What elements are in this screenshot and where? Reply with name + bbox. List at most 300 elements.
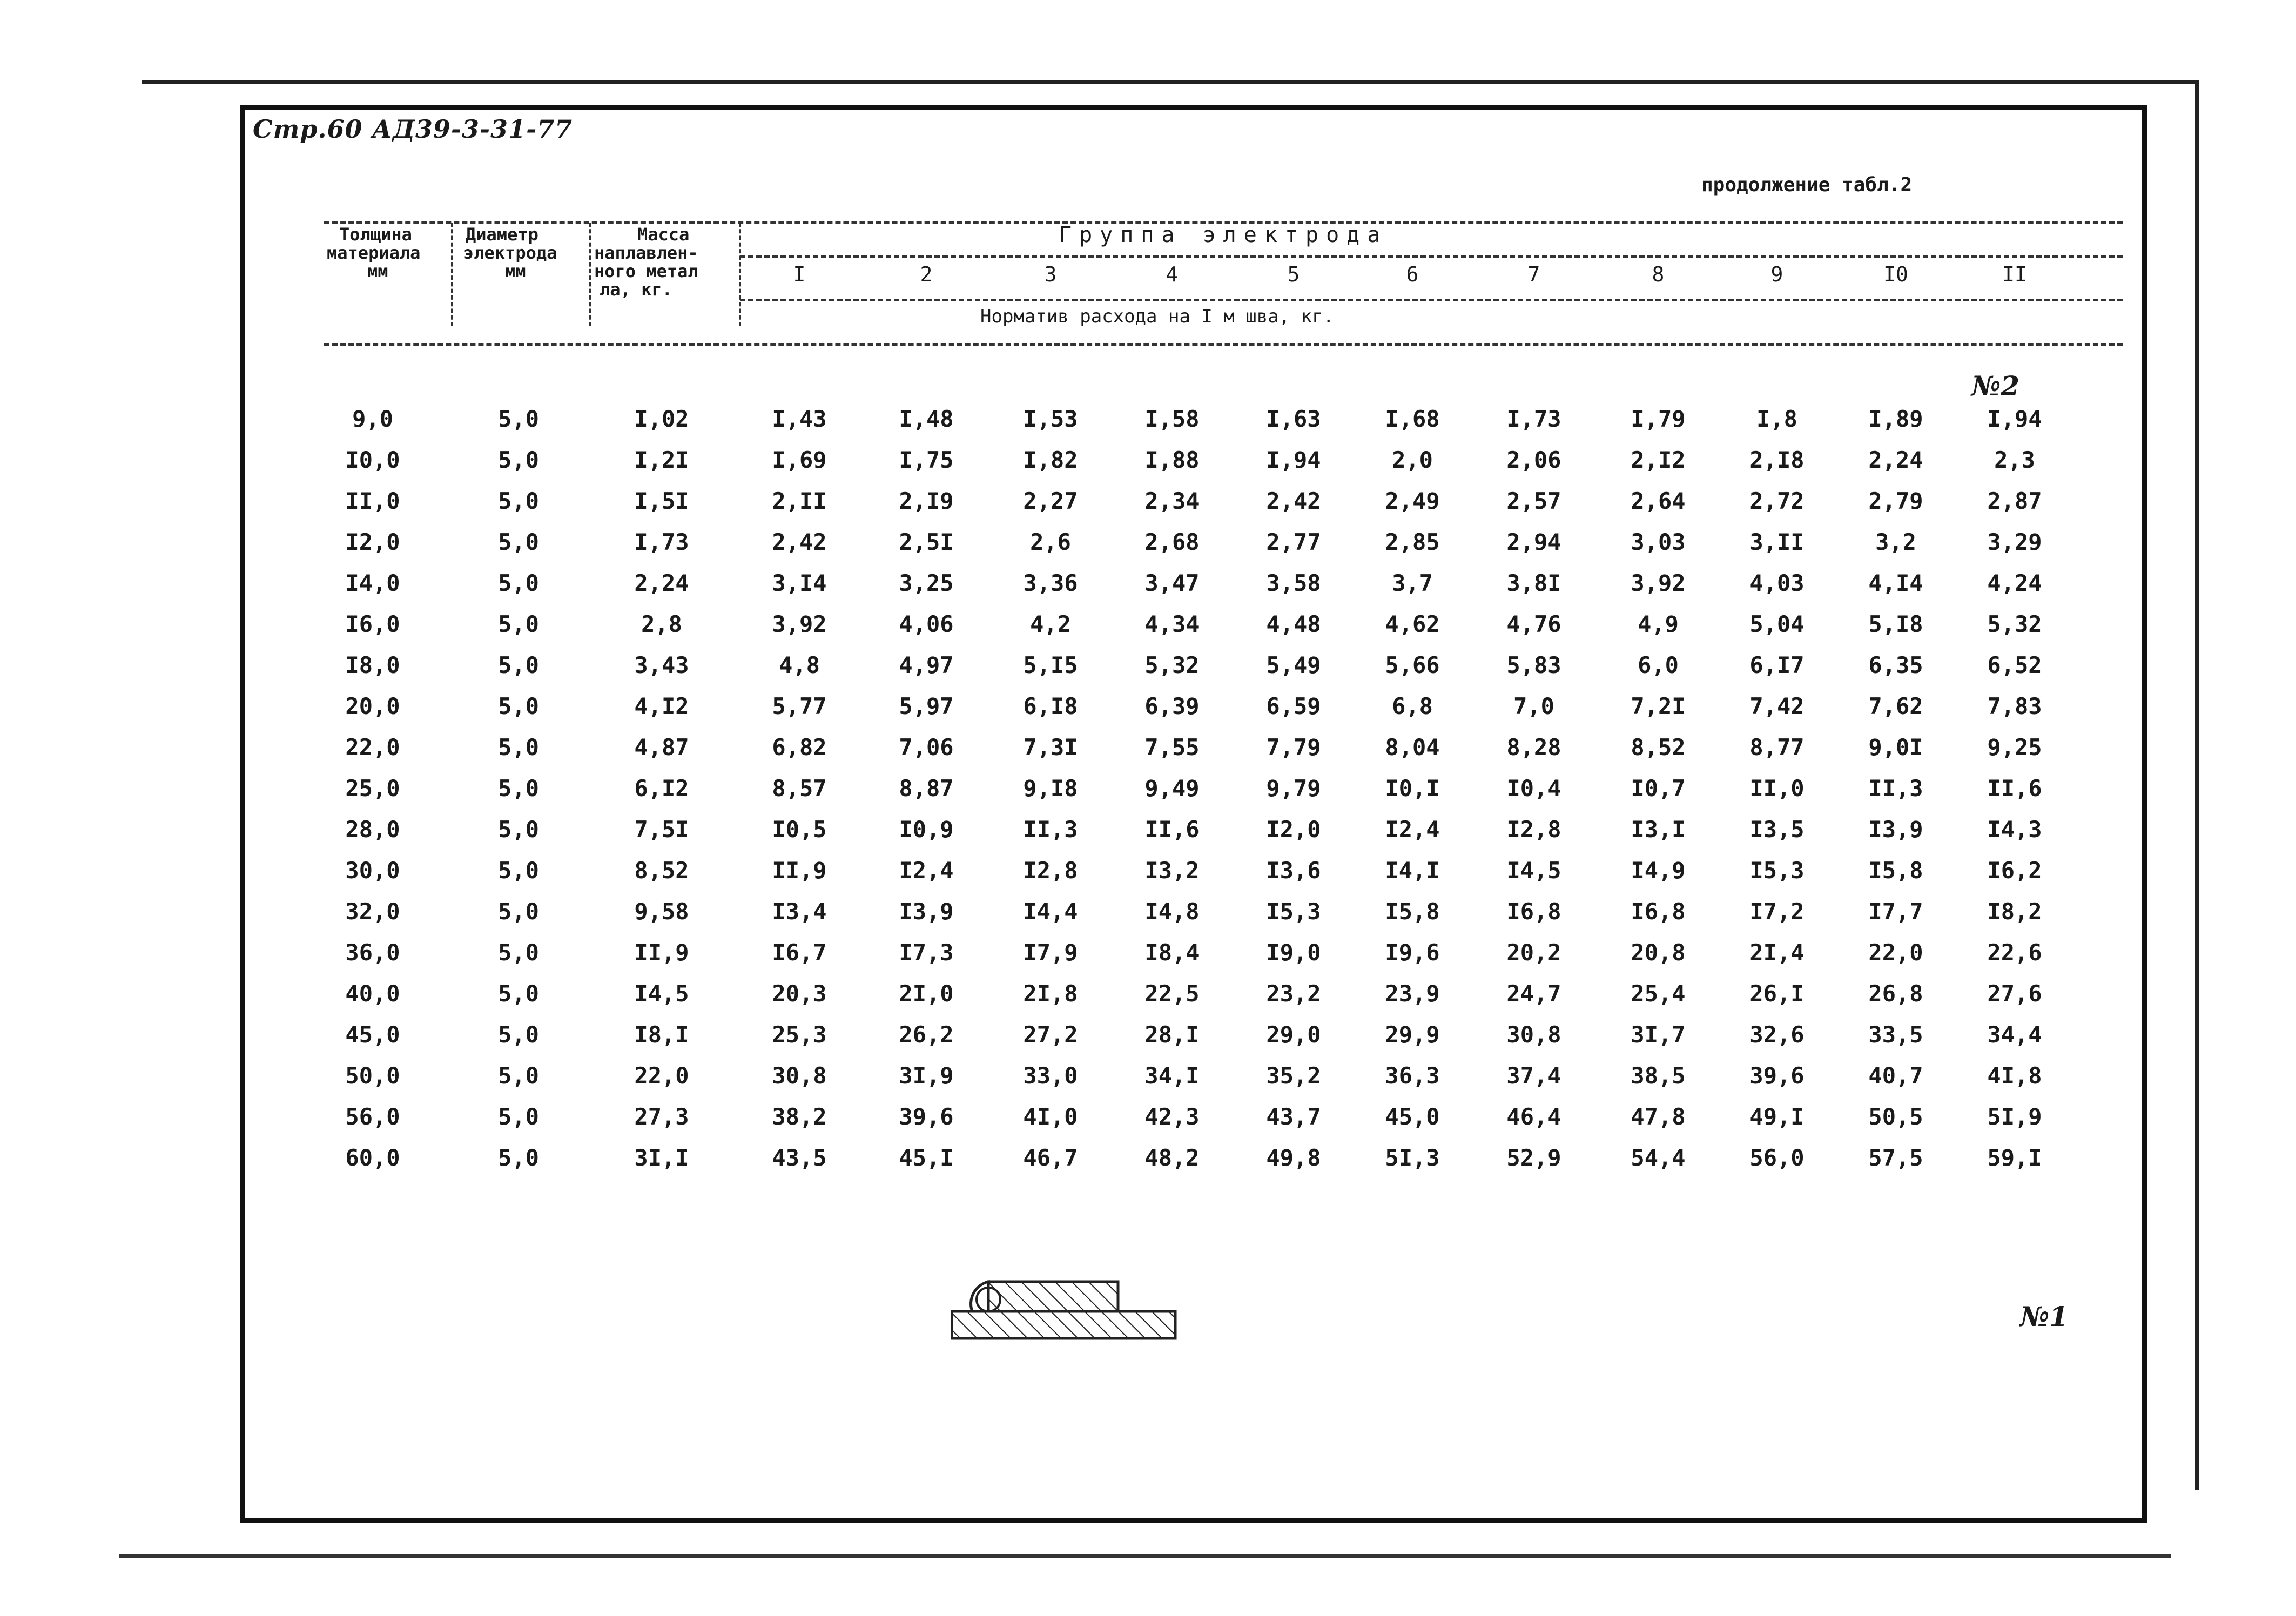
table-cell: I,89	[1868, 406, 1923, 432]
table-cell: 46,7	[1023, 1144, 1078, 1171]
table-cell: 5,77	[772, 693, 827, 719]
table-cell: 36,0	[345, 939, 400, 966]
table-cell: I,79	[1631, 406, 1686, 432]
table-cell: 5,66	[1385, 652, 1440, 678]
table-cell: 27,6	[1987, 980, 2042, 1007]
table-cell: 2,6	[1030, 529, 1071, 555]
table-cell: I,58	[1144, 406, 1200, 432]
table-cell: 5,0	[498, 734, 539, 760]
table-cell: 2,42	[1266, 488, 1321, 514]
mark-bottom-right: №1	[2020, 1301, 2069, 1332]
table-cell: 5,0	[498, 693, 539, 719]
table-cell: 2,8	[641, 611, 682, 637]
table-cell: 7,83	[1987, 693, 2042, 719]
page-stamp: Стр.60 АД39-3-31-77	[253, 115, 573, 144]
group-number: 3	[1044, 262, 1057, 286]
table-cell: 6,I8	[1023, 693, 1078, 719]
table-cell: I,94	[1987, 406, 2042, 432]
table-cell: 7,3I	[1023, 734, 1078, 760]
table-cell: I5,3	[1266, 898, 1321, 925]
table-cell: I3,I	[1631, 816, 1686, 843]
table-cell: 2,24	[1868, 447, 1923, 473]
table-cell: 2,87	[1987, 488, 2042, 514]
table-cell: I0,5	[772, 816, 827, 843]
table-cell: 9,79	[1266, 775, 1321, 802]
table-cell: 2I,0	[899, 980, 954, 1007]
table-cell: 40,7	[1868, 1062, 1923, 1089]
table-cell: 56,0	[1749, 1144, 1805, 1171]
table-cell: 3I,I	[634, 1144, 689, 1171]
table-cell: 3,II	[1749, 529, 1805, 555]
table-cell: 46,4	[1506, 1103, 1561, 1130]
table-cell: I4,0	[345, 570, 400, 596]
table-cell: I3,9	[899, 898, 954, 925]
table-cell: 30,0	[345, 857, 400, 884]
table-cell: 49,I	[1749, 1103, 1805, 1130]
table-cell: 8,04	[1385, 734, 1440, 760]
table-cell: 8,77	[1749, 734, 1805, 760]
table-cell: I7,9	[1023, 939, 1078, 966]
table-cell: 6,I2	[634, 775, 689, 802]
table-cell: 35,2	[1266, 1062, 1321, 1089]
table-cell: I0,0	[345, 447, 400, 473]
table-cell: I,63	[1266, 406, 1321, 432]
table-cell: 20,2	[1506, 939, 1561, 966]
table-cell: I,94	[1266, 447, 1321, 473]
table-cell: 3,58	[1266, 570, 1321, 596]
table-cell: 5,83	[1506, 652, 1561, 678]
table-cell: 2,34	[1144, 488, 1200, 514]
table-cell: 3,92	[1631, 570, 1686, 596]
table-cell: 2,3	[1994, 447, 2035, 473]
table-cell: 5,04	[1749, 611, 1805, 637]
table-cell: 50,0	[345, 1062, 400, 1089]
table-cell: I2,4	[1385, 816, 1440, 843]
table-cell: I,73	[1506, 406, 1561, 432]
table-cell: I6,2	[1987, 857, 2042, 884]
group-number: 8	[1652, 262, 1665, 286]
table-cell: 22,0	[1868, 939, 1923, 966]
table-cell: 5,0	[498, 447, 539, 473]
table-cell: I,73	[634, 529, 689, 555]
table-cell: I9,0	[1266, 939, 1321, 966]
table-cell: I,8	[1756, 406, 1797, 432]
table-cell: 47,8	[1631, 1103, 1686, 1130]
table-cell: 9,25	[1987, 734, 2042, 760]
header-diameter-1: Диаметр	[466, 224, 538, 245]
table-cell: 37,4	[1506, 1062, 1561, 1089]
table-cell: 30,8	[772, 1062, 827, 1089]
table-cell: I4,I	[1385, 857, 1440, 884]
table-cell: I3,5	[1749, 816, 1805, 843]
table-cell: I6,8	[1506, 898, 1561, 925]
header-mass-2: наплавлен-	[594, 243, 698, 263]
mark-top-right: №2	[1971, 370, 2020, 402]
table-cell: I5,3	[1749, 857, 1805, 884]
table-cell: 5,0	[498, 652, 539, 678]
table-cell: 2,II	[772, 488, 827, 514]
table-cell: 3I,7	[1631, 1021, 1686, 1048]
table-cell: 39,6	[1749, 1062, 1805, 1089]
table-cell: 5,49	[1266, 652, 1321, 678]
table-cell: 3,03	[1631, 529, 1686, 555]
table-cell: 6,59	[1266, 693, 1321, 719]
table-cell: I,43	[772, 406, 827, 432]
table-cell: 5,I5	[1023, 652, 1078, 678]
header-rule-bottom	[324, 343, 2123, 346]
table-cell: I8,4	[1144, 939, 1200, 966]
table-cell: 45,0	[1385, 1103, 1440, 1130]
table-cell: 2,94	[1506, 529, 1561, 555]
table-cell: 7,62	[1868, 693, 1923, 719]
table-cell: I3,6	[1266, 857, 1321, 884]
table-cell: 2,42	[772, 529, 827, 555]
weld-base-plate	[952, 1311, 1175, 1338]
table-cell: 6,0	[1638, 652, 1679, 678]
table-cell: 40,0	[345, 980, 400, 1007]
table-cell: 23,2	[1266, 980, 1321, 1007]
table-cell: 4I,0	[1023, 1103, 1078, 1130]
table-cell: 38,2	[772, 1103, 827, 1130]
table-cell: I0,4	[1506, 775, 1561, 802]
table-cell: 2,24	[634, 570, 689, 596]
table-cell: I2,4	[899, 857, 954, 884]
table-cell: I7,3	[899, 939, 954, 966]
table-cell: 5,0	[498, 529, 539, 555]
table-cell: 2,68	[1144, 529, 1200, 555]
table-cell: 50,5	[1868, 1103, 1923, 1130]
table-cell: 56,0	[345, 1103, 400, 1130]
table-cell: 3,43	[634, 652, 689, 678]
table-cell: I2,8	[1023, 857, 1078, 884]
table-cell: 4,2	[1030, 611, 1071, 637]
table-cell: I,02	[634, 406, 689, 432]
table-cell: 5,0	[498, 980, 539, 1007]
table-cell: 5,0	[498, 1103, 539, 1130]
table-cell: I7,2	[1749, 898, 1805, 925]
table-cell: 4,34	[1144, 611, 1200, 637]
table-cell: 49,8	[1266, 1144, 1321, 1171]
table-cell: 4,48	[1266, 611, 1321, 637]
table-cell: 7,2I	[1631, 693, 1686, 719]
table-cell: 22,5	[1144, 980, 1200, 1007]
table-cell: 26,I	[1749, 980, 1805, 1007]
table-cell: 3,2	[1875, 529, 1916, 555]
table-cell: 5,0	[498, 775, 539, 802]
table-cell: 5,0	[498, 816, 539, 843]
table-cell: 8,57	[772, 775, 827, 802]
table-cell: 2,85	[1385, 529, 1440, 555]
table-cell: 6,82	[772, 734, 827, 760]
table-cell: 27,3	[634, 1103, 689, 1130]
table-cell: II,0	[1749, 775, 1805, 802]
table-cell: 7,55	[1144, 734, 1200, 760]
table-cell: 6,I7	[1749, 652, 1805, 678]
table-cell: 43,7	[1266, 1103, 1321, 1130]
header-divider-2	[589, 223, 591, 326]
norm-label: Норматив расхода на I м шва, кг.	[980, 306, 1335, 327]
group-number: 6	[1406, 262, 1419, 286]
table-cell: 60,0	[345, 1144, 400, 1171]
table-cell: 3,92	[772, 611, 827, 637]
table-cell: 25,4	[1631, 980, 1686, 1007]
table-cell: 8,52	[634, 857, 689, 884]
table-cell: 9,I8	[1023, 775, 1078, 802]
table-cell: II,3	[1868, 775, 1923, 802]
group-number: 5	[1287, 262, 1300, 286]
table-cell: 34,I	[1144, 1062, 1200, 1089]
table-cell: 20,8	[1631, 939, 1686, 966]
table-cell: 4,03	[1749, 570, 1805, 596]
table-cell: 5,97	[899, 693, 954, 719]
group-number: I0	[1883, 262, 1908, 286]
table-cell: 4,8	[779, 652, 820, 678]
table-cell: 32,6	[1749, 1021, 1805, 1048]
table-cell: 5,0	[498, 1144, 539, 1171]
table-cell: I2,0	[345, 529, 400, 555]
table-cell: 2,5I	[899, 529, 954, 555]
table-cell: II,3	[1023, 816, 1078, 843]
table-cell: 4,I4	[1868, 570, 1923, 596]
header-rule-groups	[740, 255, 2123, 258]
table-cell: I8,I	[634, 1021, 689, 1048]
table-cell: 5,0	[498, 1062, 539, 1089]
table-cell: 5,0	[498, 611, 539, 637]
table-cell: 4,24	[1987, 570, 2042, 596]
table-cell: 29,9	[1385, 1021, 1440, 1048]
table-cell: 3,47	[1144, 570, 1200, 596]
header-mass-4: ла, кг.	[600, 279, 672, 300]
table-cell: I,2I	[634, 447, 689, 473]
group-number: 2	[920, 262, 933, 286]
header-thickness-3: мм	[367, 261, 388, 281]
table-cell: 5,32	[1987, 611, 2042, 637]
header-mass-1: Масса	[637, 224, 690, 245]
table-cell: 5,0	[498, 1021, 539, 1048]
table-cell: I3,2	[1144, 857, 1200, 884]
weld-joint-sketch	[951, 1279, 1177, 1344]
table-cell: 23,9	[1385, 980, 1440, 1007]
table-cell: I,82	[1023, 447, 1078, 473]
table-cell: 48,2	[1144, 1144, 1200, 1171]
table-cell: 2,06	[1506, 447, 1561, 473]
group-number: 9	[1770, 262, 1783, 286]
table-cell: I0,I	[1385, 775, 1440, 802]
table-cell: I,5I	[634, 488, 689, 514]
table-cell: I,68	[1385, 406, 1440, 432]
table-cell: 5,I8	[1868, 611, 1923, 637]
header-diameter-2: электрода	[463, 243, 557, 263]
table-cell: 4,I2	[634, 693, 689, 719]
table-cell: 45,0	[345, 1021, 400, 1048]
table-cell: 30,8	[1506, 1021, 1561, 1048]
table-cell: I5,8	[1385, 898, 1440, 925]
table-cell: 28,I	[1144, 1021, 1200, 1048]
table-cell: I3,4	[772, 898, 827, 925]
table-cell: I6,7	[772, 939, 827, 966]
table-cell: 4,87	[634, 734, 689, 760]
table-cell: 5,0	[498, 898, 539, 925]
group-number: II	[2002, 262, 2027, 286]
table-cell: 2,I8	[1749, 447, 1805, 473]
table-cell: I,69	[772, 447, 827, 473]
table-cell: I3,9	[1868, 816, 1923, 843]
table-cell: 4,9	[1638, 611, 1679, 637]
table-cell: II,0	[345, 488, 400, 514]
table-cell: 3I,9	[899, 1062, 954, 1089]
table-cell: 9,58	[634, 898, 689, 925]
table-cell: 25,0	[345, 775, 400, 802]
table-cell: 2,77	[1266, 529, 1321, 555]
table-cell: 5,0	[498, 939, 539, 966]
table-cell: 33,5	[1868, 1021, 1923, 1048]
table-cell: I4,5	[634, 980, 689, 1007]
table-cell: 5,0	[498, 488, 539, 514]
table-cell: 3,8I	[1506, 570, 1561, 596]
table-cell: I0,9	[899, 816, 954, 843]
table-cell: 8,87	[899, 775, 954, 802]
table-cell: 43,5	[772, 1144, 827, 1171]
table-cell: 54,4	[1631, 1144, 1686, 1171]
table-cell: 5,0	[498, 857, 539, 884]
table-cell: I7,7	[1868, 898, 1923, 925]
table-cell: 45,I	[899, 1144, 954, 1171]
table-cell: 34,4	[1987, 1021, 2042, 1048]
table-cell: 39,6	[899, 1103, 954, 1130]
table-cell: II,6	[1987, 775, 2042, 802]
table-cell: 4I,8	[1987, 1062, 2042, 1089]
table-cell: I6,8	[1631, 898, 1686, 925]
table-cell: I4,3	[1987, 816, 2042, 843]
table-cell: 2I,4	[1749, 939, 1805, 966]
table-cell: 3,36	[1023, 570, 1078, 596]
table-cell: 2,0	[1392, 447, 1433, 473]
table-cell: 25,3	[772, 1021, 827, 1048]
table-cell: 7,79	[1266, 734, 1321, 760]
table-cell: 2,27	[1023, 488, 1078, 514]
table-cell: 3,29	[1987, 529, 2042, 555]
table-cell: 42,3	[1144, 1103, 1200, 1130]
table-cell: II,6	[1144, 816, 1200, 843]
table-cell: II,9	[772, 857, 827, 884]
table-cell: 8,52	[1631, 734, 1686, 760]
table-cell: 22,0	[634, 1062, 689, 1089]
table-cell: 7,06	[899, 734, 954, 760]
table-cell: 2I,8	[1023, 980, 1078, 1007]
header-thickness-2: материала	[327, 243, 421, 263]
table-cell: 5I,3	[1385, 1144, 1440, 1171]
group-title: Группа электрода	[1059, 223, 1388, 247]
table-cell: 2,I2	[1631, 447, 1686, 473]
table-cell: 2,I9	[899, 488, 954, 514]
table-cell: I4,9	[1631, 857, 1686, 884]
table-cell: 7,5I	[634, 816, 689, 843]
table-cell: 27,2	[1023, 1021, 1078, 1048]
table-cell: I4,5	[1506, 857, 1561, 884]
table-cell: I8,0	[345, 652, 400, 678]
table-cell: I,48	[899, 406, 954, 432]
header-mass-3: ного метал	[594, 261, 698, 281]
table-cell: 9,0	[352, 406, 393, 432]
table-cell: II,9	[634, 939, 689, 966]
table-cell: 33,0	[1023, 1062, 1078, 1089]
header-rule-numbers	[740, 299, 2123, 301]
table-cell: 6,35	[1868, 652, 1923, 678]
table-cell: 5I,9	[1987, 1103, 2042, 1130]
table-cell: 6,52	[1987, 652, 2042, 678]
group-number: 7	[1527, 262, 1540, 286]
table-cell: I,53	[1023, 406, 1078, 432]
table-cell: 29,0	[1266, 1021, 1321, 1048]
table-cell: 3,7	[1392, 570, 1433, 596]
table-cell: I5,8	[1868, 857, 1923, 884]
header-thickness-1: Толщина	[339, 224, 412, 245]
table-cell: 32,0	[345, 898, 400, 925]
table-cell: 20,3	[772, 980, 827, 1007]
table-cell: 3,25	[899, 570, 954, 596]
table-cell: 2,64	[1631, 488, 1686, 514]
weld-top-plate	[988, 1282, 1118, 1311]
table-cell: 2,57	[1506, 488, 1561, 514]
table-cell: 20,0	[345, 693, 400, 719]
table-cell: 38,5	[1631, 1062, 1686, 1089]
continuation-label: продолжение табл.2	[1701, 174, 1913, 196]
table-cell: 22,6	[1987, 939, 2042, 966]
table-cell: 3,I4	[772, 570, 827, 596]
table-cell: I2,8	[1506, 816, 1561, 843]
table-cell: 24,7	[1506, 980, 1561, 1007]
table-cell: 52,9	[1506, 1144, 1561, 1171]
group-number: 4	[1166, 262, 1179, 286]
outer-frame-bottom	[119, 1554, 2171, 1558]
table-cell: I,75	[899, 447, 954, 473]
header-divider-3	[739, 223, 741, 326]
table-cell: 4,62	[1385, 611, 1440, 637]
table-cell: I4,8	[1144, 898, 1200, 925]
header-diameter-3: мм	[505, 261, 526, 281]
table-cell: 59,I	[1987, 1144, 2042, 1171]
table-cell: I9,6	[1385, 939, 1440, 966]
group-number: I	[793, 262, 806, 286]
table-cell: 26,8	[1868, 980, 1923, 1007]
table-cell: 2,72	[1749, 488, 1805, 514]
table-cell: 4,76	[1506, 611, 1561, 637]
table-cell: 57,5	[1868, 1144, 1923, 1171]
table-cell: I,88	[1144, 447, 1200, 473]
table-cell: I2,0	[1266, 816, 1321, 843]
table-cell: 8,28	[1506, 734, 1561, 760]
table-cell: I4,4	[1023, 898, 1078, 925]
table-cell: I0,7	[1631, 775, 1686, 802]
table-cell: 6,8	[1392, 693, 1433, 719]
table-cell: 2,49	[1385, 488, 1440, 514]
table-cell: 5,32	[1144, 652, 1200, 678]
table-cell: 28,0	[345, 816, 400, 843]
table-cell: 7,0	[1513, 693, 1554, 719]
table-cell: 22,0	[345, 734, 400, 760]
header-divider-1	[451, 223, 453, 326]
table-cell: 9,49	[1144, 775, 1200, 802]
table-cell: I6,0	[345, 611, 400, 637]
table-cell: 4,97	[899, 652, 954, 678]
table-cell: 2,79	[1868, 488, 1923, 514]
table-cell: 5,0	[498, 406, 539, 432]
table-cell: 36,3	[1385, 1062, 1440, 1089]
table-cell: 5,0	[498, 570, 539, 596]
table-cell: 7,42	[1749, 693, 1805, 719]
table-cell: 9,0I	[1868, 734, 1923, 760]
table-cell: 4,06	[899, 611, 954, 637]
